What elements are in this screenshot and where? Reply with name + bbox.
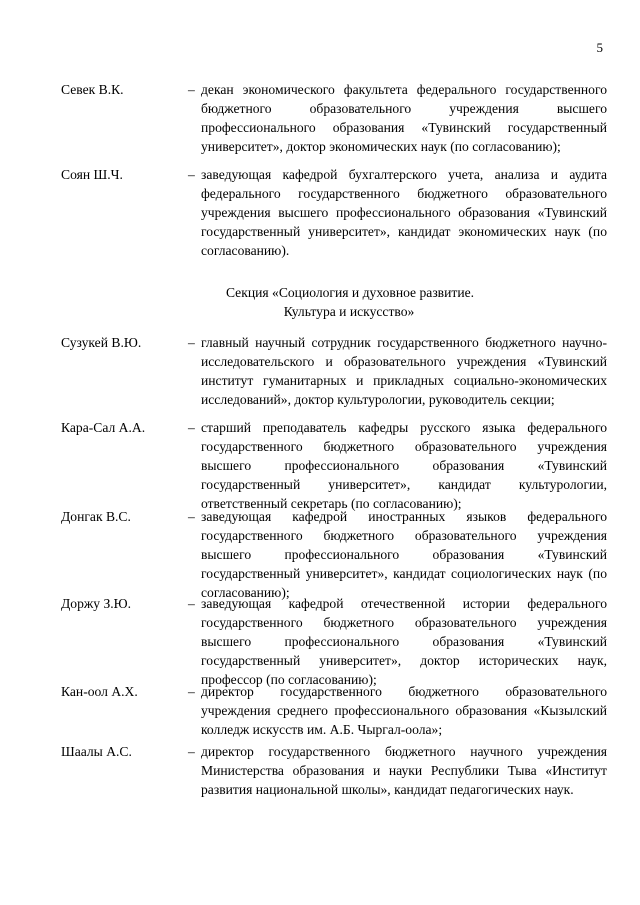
member-description: декан экономического факультета федерального государственного бюджетного образовательного учреждения высшего профессионального образования «Тувинский государственный университет», доктор экономических наук (по согласованию);	[201, 82, 607, 154]
member-name: Доржу З.Ю.	[61, 596, 132, 611]
member-dash: –	[188, 167, 195, 182]
member-name: Севек В.К.	[61, 82, 124, 97]
member-name: Донгак В.С.	[61, 509, 131, 524]
member-name: Кара-Сал А.А.	[61, 420, 146, 435]
member-name: Соян Ш.Ч.	[61, 167, 123, 182]
member-description: старший преподаватель кафедры русского языка федерального государственного бюджетного образовательного учреждения высшего профессионального образования «Тувинский государственный университет», кандидат культурологии, ответственный секретарь (по согласованию);	[201, 420, 607, 511]
member-description: заведующая кафедрой иностранных языков федерального государственного бюджетного образовательного учреждения высшего профессионального образования «Тувинский государственный университет», кандидат социологических наук (по согласованию);	[201, 509, 607, 600]
member-dash: –	[188, 596, 195, 611]
member-description: главный научный сотрудник государственного бюджетного научно-исследовательского и образовательного учреждения «Тувинский институт гуманитарных и прикладных социально-экономических исследований», доктор культурологии, руководитель секции;	[201, 335, 607, 407]
member-name: Кан-оол А.Х.	[61, 684, 138, 699]
member-dash: –	[188, 335, 195, 350]
member-dash: –	[188, 82, 195, 97]
member-name: Сузукей В.Ю.	[61, 335, 142, 350]
member-dash: –	[188, 509, 195, 524]
section-title-line2: Культура и искусство»	[283, 304, 415, 319]
member-description: заведующая кафедрой отечественной истории федерального государственного бюджетного образовательного учреждения высшего профессионального образования «Тувинский государственный университет», доктор исторических наук, профессор (по согласованию);	[201, 596, 607, 687]
member-dash: –	[188, 684, 195, 699]
member-name: Шаалы А.С.	[61, 744, 132, 759]
page-number: 5	[596, 40, 603, 55]
member-description: заведующая кафедрой бухгалтерского учета, анализа и аудита федерального государственного бюджетного образовательного учреждения высшего профессионального образования «Тувинский государственный университет», кандидат экономических наук (по согласованию).	[201, 167, 607, 258]
member-dash: –	[188, 744, 195, 759]
section-title	[0, 283, 640, 321]
member-description: директор государственного бюджетного образовательного учреждения среднего профессионального образования «Кызылский колледж искусств им. А.Б. Чыргал-оола»;	[201, 684, 607, 737]
section-title-line1: Секция «Социология и духовное развитие.	[225, 285, 475, 300]
member-dash: –	[188, 420, 195, 435]
member-description: директор государственного бюджетного научного учреждения Министерства образования и науки Республики Тыва «Институт развития национальной школы», кандидат педагогических наук.	[201, 744, 607, 797]
